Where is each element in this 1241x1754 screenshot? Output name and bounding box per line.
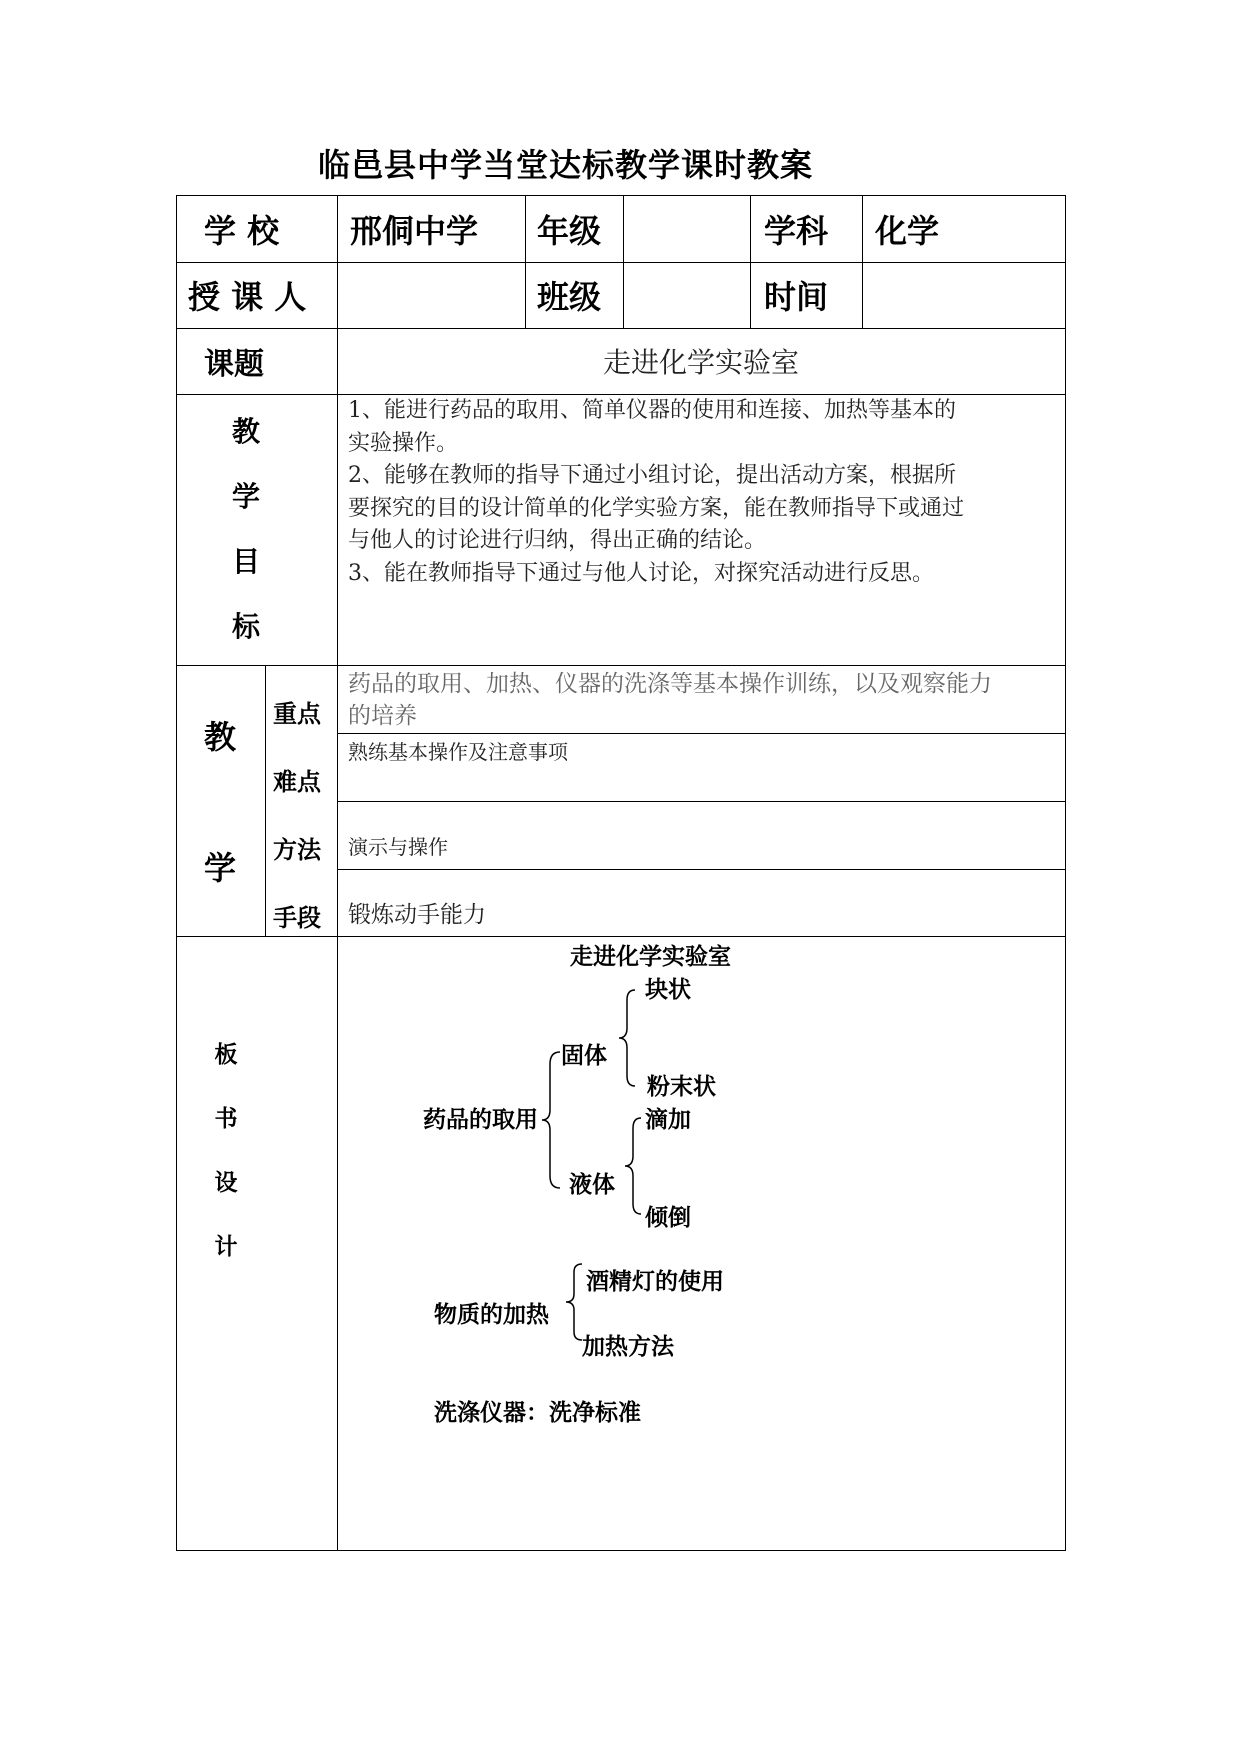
subject-value: 化学 <box>875 211 940 250</box>
brace-solid <box>611 988 641 1088</box>
node-heat-method: 加热方法 <box>582 1334 674 1360</box>
grade-label: 年级 <box>537 211 602 250</box>
objective-line: 实验操作。 <box>348 430 459 456</box>
node-heating: 物质的加热 <box>434 1302 549 1328</box>
page-title: 临邑县中学当堂达标教学课时教案 <box>317 146 813 184</box>
key-label: 重点 <box>273 699 321 728</box>
brace-heating <box>558 1262 588 1342</box>
method-value: 演示与操作 <box>348 835 448 859</box>
node-drug-taking: 药品的取用 <box>423 1107 538 1133</box>
school-value: 邢侗中学 <box>350 211 479 250</box>
means-label: 手段 <box>273 903 321 932</box>
difficulty-value: 熟练基本操作及注意事项 <box>348 740 568 764</box>
node-drip: 滴加 <box>645 1107 691 1133</box>
school-label: 学 校 <box>204 211 280 250</box>
difficulty-label: 难点 <box>273 767 321 796</box>
node-pour: 倾倒 <box>645 1205 691 1231</box>
class-label: 班级 <box>537 278 602 316</box>
method-label: 方法 <box>273 835 321 864</box>
node-solid: 固体 <box>561 1043 607 1069</box>
topic-value: 走进化学实验室 <box>602 346 799 379</box>
node-liquid: 液体 <box>569 1172 615 1198</box>
means-value: 锻炼动手能力 <box>348 902 486 928</box>
node-powder: 粉末状 <box>647 1074 716 1100</box>
teaching-label-1: 教 <box>203 718 236 756</box>
node-washing: 洗涤仪器：洗净标准 <box>434 1400 641 1426</box>
time-label: 时间 <box>764 278 829 316</box>
objectives-text <box>348 395 1068 590</box>
key-text: 药品的取用、加热、仪器的洗涤等基本操作训练，以及观察能力 的培养 <box>348 671 992 729</box>
objective-line: 2、能够在教师的指导下通过小组讨论，提出活动方案，根据所 <box>348 463 956 488</box>
brace-liquid <box>617 1116 647 1216</box>
node-lamp: 酒精灯的使用 <box>586 1269 724 1295</box>
board-heading: 走进化学实验室 <box>570 944 731 970</box>
teacher-label: 授 课 人 <box>188 278 307 316</box>
teaching-label-2: 学 <box>203 849 236 887</box>
subject-label: 学科 <box>764 211 829 250</box>
topic-label: 课题 <box>204 347 264 382</box>
objective-line: 与他人的讨论进行归纳，得出正确的结论。 <box>348 528 767 553</box>
objective-line: 1、能进行药品的取用、简单仪器的使用和连接、加热等基本的 <box>348 398 956 423</box>
node-block: 块状 <box>645 977 691 1003</box>
brace-drug-taking <box>538 1050 568 1190</box>
objective-line: 3、能在教师指导下通过与他人讨论，对探究活动进行反思。 <box>348 560 934 586</box>
objective-line: 要探究的目的设计简单的化学实验方案，能在教师指导下或通过 <box>348 495 965 521</box>
